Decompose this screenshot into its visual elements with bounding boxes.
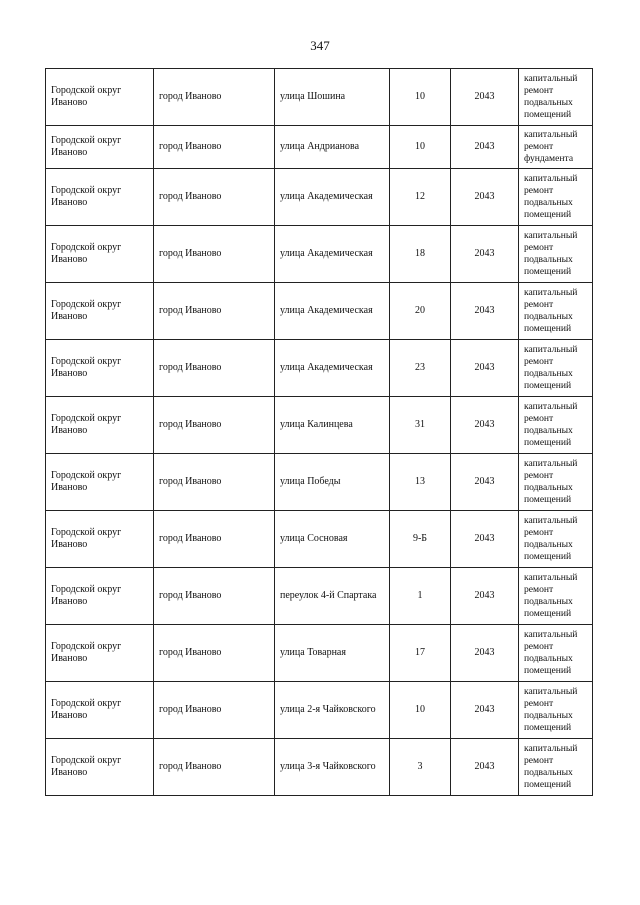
house-cell: 20 [390, 283, 451, 340]
okrug-cell: Городской округ Иваново [46, 169, 154, 226]
street-cell: улица Академическая [275, 169, 390, 226]
city-cell: город Иваново [154, 739, 275, 796]
work-type-cell: капитальный ремонт подвальных помещений [519, 454, 593, 511]
okrug-cell: Городской округ Иваново [46, 739, 154, 796]
city-cell: город Иваново [154, 397, 275, 454]
house-cell: 17 [390, 625, 451, 682]
city-cell: город Иваново [154, 568, 275, 625]
city-cell: город Иваново [154, 126, 275, 169]
year-cell: 2043 [451, 682, 519, 739]
year-cell: 2043 [451, 169, 519, 226]
okrug-cell: Городской округ Иваново [46, 625, 154, 682]
work-type-cell: капитальный ремонт подвальных помещений [519, 283, 593, 340]
house-cell: 1 [390, 568, 451, 625]
city-cell: город Иваново [154, 454, 275, 511]
work-type-cell: капитальный ремонт подвальных помещений [519, 511, 593, 568]
street-cell: улица Академическая [275, 340, 390, 397]
street-cell: улица 3-я Чайковского [275, 739, 390, 796]
work-type-cell: капитальный ремонт подвальных помещений [519, 625, 593, 682]
table-row [46, 169, 593, 226]
okrug-cell: Городской округ Иваново [46, 511, 154, 568]
house-cell: 13 [390, 454, 451, 511]
work-type-cell: капитальный ремонт подвальных помещений [519, 226, 593, 283]
year-cell: 2043 [451, 397, 519, 454]
year-cell: 2043 [451, 340, 519, 397]
repair-registry-table [45, 68, 593, 796]
year-cell: 2043 [451, 511, 519, 568]
year-cell: 2043 [451, 283, 519, 340]
street-cell: улица Сосновая [275, 511, 390, 568]
house-cell: 12 [390, 169, 451, 226]
street-cell: улица Академическая [275, 226, 390, 283]
table-row [46, 682, 593, 739]
table-row [46, 340, 593, 397]
city-cell: город Иваново [154, 340, 275, 397]
street-cell: улица Победы [275, 454, 390, 511]
street-cell: улица Товарная [275, 625, 390, 682]
city-cell: город Иваново [154, 69, 275, 126]
house-cell: 23 [390, 340, 451, 397]
house-cell: 10 [390, 126, 451, 169]
street-cell: улица Калинцева [275, 397, 390, 454]
okrug-cell: Городской округ Иваново [46, 682, 154, 739]
table-row [46, 511, 593, 568]
work-type-cell: капитальный ремонт подвальных помещений [519, 682, 593, 739]
table-row [46, 454, 593, 511]
house-cell: 10 [390, 682, 451, 739]
table-row [46, 69, 593, 126]
okrug-cell: Городской округ Иваново [46, 568, 154, 625]
page-number: 347 [310, 38, 330, 53]
street-cell: улица Андрианова [275, 126, 390, 169]
work-type-cell: капитальный ремонт подвальных помещений [519, 340, 593, 397]
house-cell: 3 [390, 739, 451, 796]
okrug-cell: Городской округ Иваново [46, 397, 154, 454]
okrug-cell: Городской округ Иваново [46, 454, 154, 511]
street-cell: улица Шошина [275, 69, 390, 126]
okrug-cell: Городской округ Иваново [46, 283, 154, 340]
year-cell: 2043 [451, 126, 519, 169]
city-cell: город Иваново [154, 625, 275, 682]
table-row [46, 226, 593, 283]
okrug-cell: Городской округ Иваново [46, 226, 154, 283]
okrug-cell: Городской округ Иваново [46, 126, 154, 169]
table-body [46, 69, 593, 796]
table-row [46, 283, 593, 340]
city-cell: город Иваново [154, 226, 275, 283]
year-cell: 2043 [451, 454, 519, 511]
street-cell: переулок 4-й Спартака [275, 568, 390, 625]
table-row [46, 739, 593, 796]
year-cell: 2043 [451, 739, 519, 796]
work-type-cell: капитальный ремонт фундамента [519, 126, 593, 169]
house-cell: 31 [390, 397, 451, 454]
house-cell: 9-Б [390, 511, 451, 568]
okrug-cell: Городской округ Иваново [46, 69, 154, 126]
street-cell: улица Академическая [275, 283, 390, 340]
house-cell: 10 [390, 69, 451, 126]
year-cell: 2043 [451, 625, 519, 682]
work-type-cell: капитальный ремонт подвальных помещений [519, 739, 593, 796]
work-type-cell: капитальный ремонт подвальных помещений [519, 568, 593, 625]
table-row [46, 625, 593, 682]
year-cell: 2043 [451, 226, 519, 283]
work-type-cell: капитальный ремонт подвальных помещений [519, 397, 593, 454]
city-cell: город Иваново [154, 169, 275, 226]
table-row [46, 568, 593, 625]
work-type-cell: капитальный ремонт подвальных помещений [519, 69, 593, 126]
year-cell: 2043 [451, 69, 519, 126]
table-row [46, 126, 593, 169]
work-type-cell: капитальный ремонт подвальных помещений [519, 169, 593, 226]
street-cell: улица 2-я Чайковского [275, 682, 390, 739]
city-cell: город Иваново [154, 682, 275, 739]
year-cell: 2043 [451, 568, 519, 625]
table-row [46, 397, 593, 454]
city-cell: город Иваново [154, 283, 275, 340]
city-cell: город Иваново [154, 511, 275, 568]
okrug-cell: Городской округ Иваново [46, 340, 154, 397]
house-cell: 18 [390, 226, 451, 283]
